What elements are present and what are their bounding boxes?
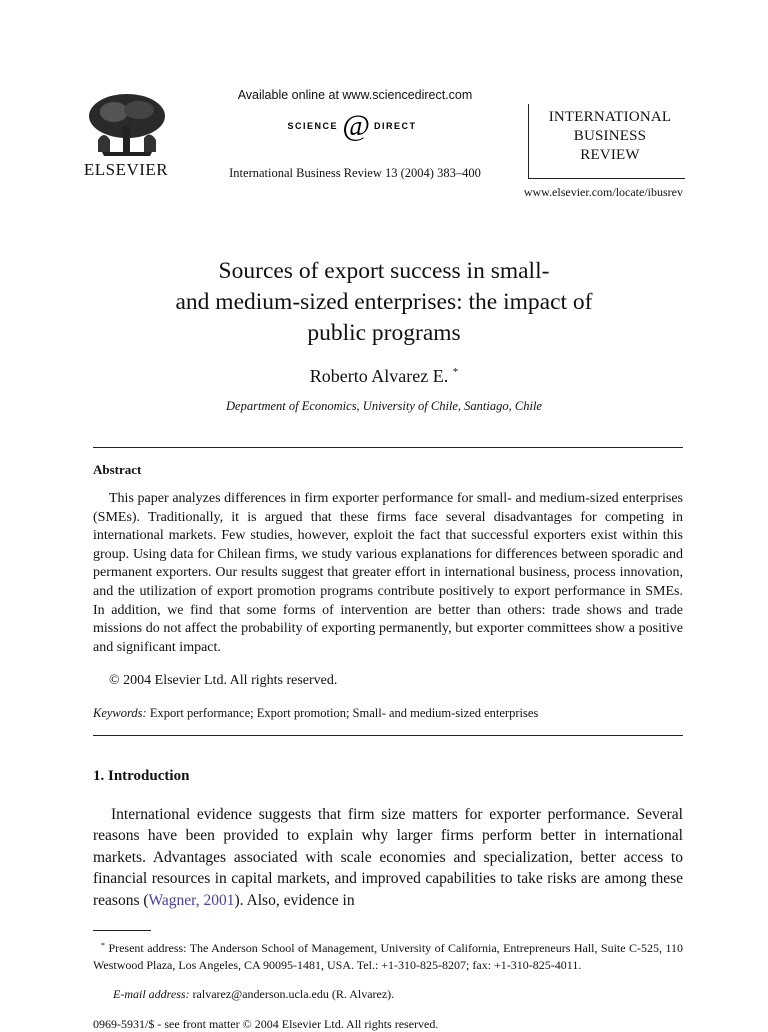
divider-top: [93, 447, 683, 448]
footnote-rule: [93, 930, 151, 931]
title-line: Sources of export success in small-: [218, 258, 550, 284]
section-heading: 1. Introduction: [93, 768, 190, 784]
header-divider-horizontal: [528, 178, 685, 179]
divider-bottom: [93, 735, 683, 736]
author-name: Roberto Alvarez E.: [309, 366, 449, 386]
footnote-text: Present address: The Anderson School of Management, University of California, Entrepreneurs Hall, Suite C-525, 110 Westwood Plaza, Los Angeles, CA 90095-1481, USA. Tel.: +1-310-825-8207; fax: +1-310-825-4011.: [93, 941, 684, 972]
header-divider-vertical: [528, 104, 529, 178]
email-label: E-mail address:: [113, 987, 190, 1001]
title-line: and medium-sized enterprises: the impact of: [175, 289, 593, 315]
sciencedirect-right-word: DIRECT: [374, 121, 417, 131]
footnote: [93, 937, 683, 974]
title-line: public programs: [307, 320, 461, 346]
abstract-heading: Abstract: [93, 462, 142, 477]
journal-reference: International Business Review 13 (2004) 383–400: [229, 166, 481, 180]
journal-name-block: [540, 108, 680, 165]
author-footnote-mark[interactable]: *: [452, 366, 459, 378]
abstract-body: This paper analyzes differences in firm exporter performance for small- and medium-sized enterprises (SMEs). Traditionally, it is argued that these firms face several disadvantages for competing in international markets. Few studies, however, exploit the fact that successful exporters exist within this group. Using data for Chilean firms, we study various explanations for differences between sporadic and permanent exporters. Our results suggest that greater effort in international business, process innovation, and the utilization of export promotion programs contribute positively to export performance in SMEs. In addition, we find that some forms of intervention are better than others: trade shows and trade missions do not affect the probability of exporting permanently, but exporter committees show a positive and significant impact.: [93, 491, 683, 655]
publisher-name: ELSEVIER: [83, 160, 169, 179]
keywords-text: Export performance; Export promotion; Small- and medium-sized enterprises: [149, 706, 539, 720]
sciencedirect-at-mark: @: [342, 109, 370, 142]
email-line: [113, 987, 683, 1002]
keywords-label: Keywords:: [93, 706, 147, 720]
citation-link[interactable]: Wagner, 2001: [148, 891, 235, 909]
journal-name-line: REVIEW: [580, 147, 640, 163]
intro-text-after: ). Also, evidence in: [234, 891, 355, 909]
author-line: [90, 366, 678, 387]
journal-name-line: INTERNATIONAL: [548, 109, 672, 125]
introduction-paragraph: [93, 804, 683, 911]
footnote-mark: *: [101, 941, 105, 950]
journal-url-link[interactable]: www.elsevier.com/locate/ibusrev: [523, 185, 683, 199]
keywords-line: [93, 706, 683, 721]
email-address[interactable]: ralvarez@anderson.ucla.edu (R. Alvarez).: [192, 987, 395, 1001]
intro-text-before: International evidence suggests that firm size matters for exporter performance. Several reasons have been provided to explain why larger firms perform better in international markets. Advantages associated with scale economies and specialization, better access to financial resources in capital markets, and improved capabilities to take risks are among these reasons (: [93, 806, 683, 909]
author-affiliation: Department of Economics, University of Chile, Santiago, Chile: [226, 399, 542, 413]
journal-name-line: BUSINESS: [573, 128, 647, 144]
elsevier-tree-logo: [84, 92, 170, 158]
article-title: [90, 256, 678, 349]
sciencedirect-left-word: SCIENCE: [287, 121, 338, 131]
issn-line: 0969-5931/$ - see front matter © 2004 Elsevier Ltd. All rights reserved.: [93, 1017, 439, 1031]
sciencedirect-logo: [276, 108, 436, 142]
available-online-text: Available online at www.sciencedirect.com: [237, 88, 473, 102]
copyright-line: © 2004 Elsevier Ltd. All rights reserved.: [109, 673, 338, 688]
